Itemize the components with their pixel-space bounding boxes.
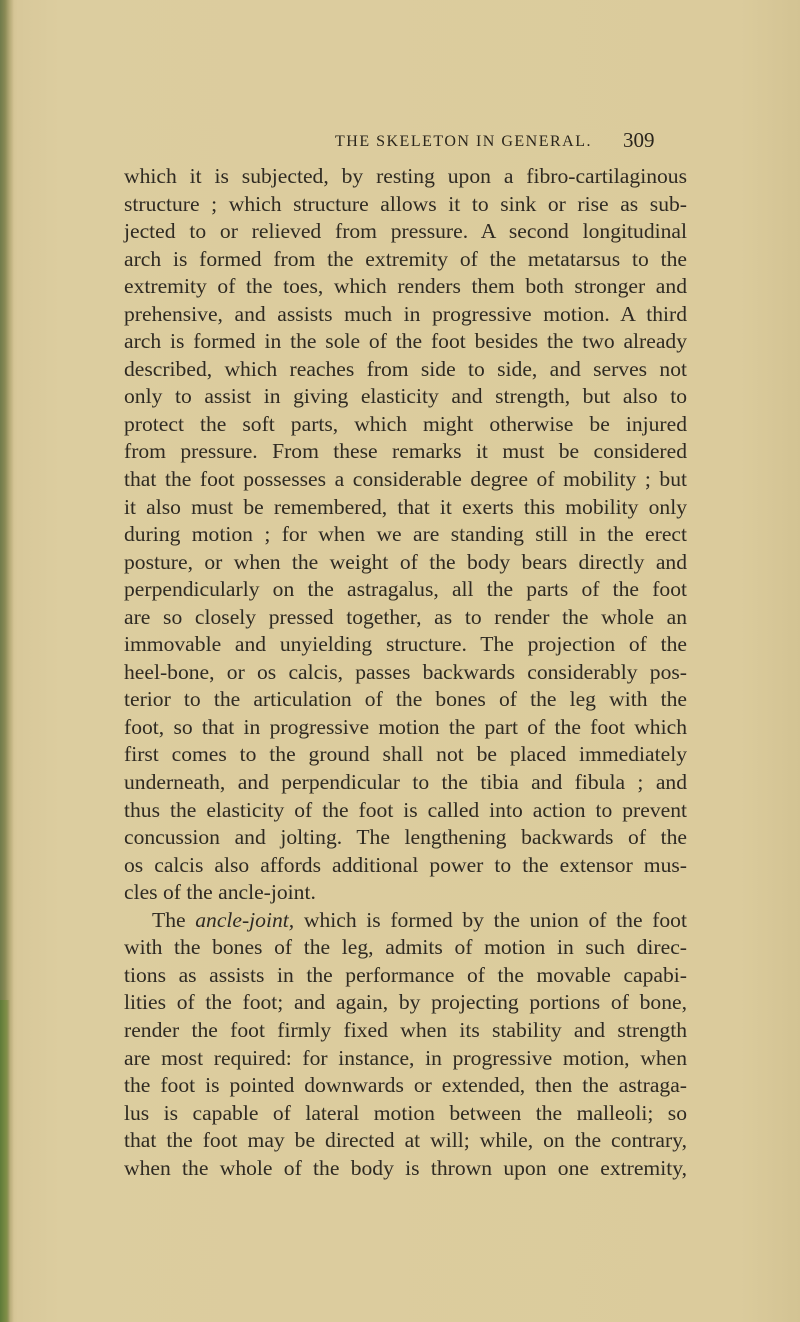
- text-line: render the foot firmly fixed when its stability and strength: [124, 1017, 687, 1042]
- text-line: posture, or when the weight of the body bears directly and: [124, 549, 687, 574]
- text-line: arch is formed in the sole of the foot besides the two already: [124, 329, 687, 354]
- text-line: that the foot may be directed at will; while, on the contrary,: [124, 1128, 687, 1153]
- text-line: os calcis also affords additional power to the extensor mus-: [124, 852, 687, 877]
- text-line: the foot is pointed downwards or extended, then the astraga-: [124, 1073, 687, 1098]
- body-text: [124, 163, 687, 1182]
- page-number: 309: [623, 128, 655, 152]
- text-line: jected to or relieved from pressure. A second longitudinal: [124, 219, 687, 244]
- text-line: are most required: for instance, in progressive motion, when: [124, 1045, 687, 1070]
- text-line: protect the soft parts, which might otherwise be injured: [124, 411, 687, 436]
- text-line: concussion and jolting. The lengthening backwards of the: [124, 825, 687, 850]
- paragraph-lead-word: The: [152, 907, 196, 932]
- text-line: with the bones of the leg, admits of motion in such direc-: [124, 935, 687, 960]
- defined-term: ancle-joint,: [195, 907, 295, 932]
- text-line: first comes to the ground shall not be placed immediately: [124, 742, 687, 767]
- text-line: which it is subjected, by resting upon a fibro-cartilaginous: [124, 164, 687, 188]
- text-line: when the whole of the body is thrown upon one extremity,: [124, 1155, 687, 1180]
- page-binding-shadow: [0, 1000, 10, 1322]
- text-line: that the foot possesses a considerable degree of mobility ; but: [124, 467, 687, 492]
- text-line: perpendicularly on the astragalus, all the parts of the foot: [124, 577, 687, 602]
- text-line: extremity of the toes, which renders them both stronger and: [124, 274, 687, 299]
- text-line: it also must be remembered, that it exerts this mobility only: [124, 494, 687, 519]
- text-line: heel-bone, or os calcis, passes backwards considerably pos-: [124, 659, 687, 684]
- text-line: during motion ; for when we are standing still in the erect: [124, 522, 687, 547]
- text-line: from pressure. From these remarks it must be considered: [124, 439, 687, 464]
- text-line: lities of the foot; and again, by projecting portions of bone,: [124, 990, 687, 1015]
- paragraph-opening-line: [124, 907, 687, 935]
- running-head: [0, 128, 800, 158]
- paragraph-lead-rest: which is formed by the union of the foot: [294, 907, 687, 932]
- text-line: structure ; which structure allows it to sink or rise as sub-: [124, 191, 687, 216]
- text-line: lus is capable of lateral motion between the malleoli; so: [124, 1100, 687, 1125]
- text-line: prehensive, and assists much in progressive motion. A third: [124, 301, 687, 326]
- text-line: tions as assists in the performance of the movable capabi-: [124, 962, 687, 987]
- running-title: THE SKELETON IN GENERAL.: [335, 133, 593, 150]
- text-line: foot, so that in progressive motion the part of the foot which: [124, 714, 687, 739]
- text-line: described, which reaches from side to side, and serves not: [124, 356, 687, 381]
- text-line: cles of the ancle-joint.: [124, 880, 316, 905]
- text-line: are so closely pressed together, as to render the whole an: [124, 604, 687, 629]
- text-line: terior to the articulation of the bones of the leg with the: [124, 687, 687, 712]
- text-line: immovable and unyielding structure. The projection of the: [124, 632, 687, 657]
- text-line: thus the elasticity of the foot is called into action to prevent: [124, 797, 687, 822]
- text-line: only to assist in giving elasticity and strength, but also to: [124, 384, 687, 409]
- text-line: arch is formed from the extremity of the metatarsus to the: [124, 246, 687, 271]
- text-line: underneath, and perpendicular to the tibia and fibula ; and: [124, 770, 687, 795]
